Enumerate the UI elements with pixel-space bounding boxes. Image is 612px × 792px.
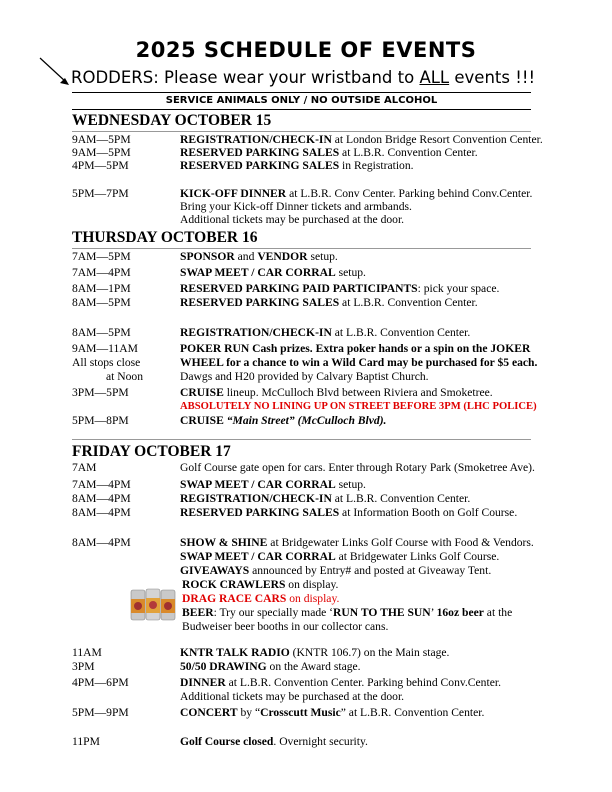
event-description-line: Additional tickets may be purchased at the door. (180, 690, 405, 703)
event-time: 4PM—6PM (72, 676, 129, 689)
event-description: POKER RUN Cash prizes. Extra poker hands or a spin on the JOKER (180, 342, 531, 355)
event-time: 8AM—1PM (72, 282, 131, 295)
divider (72, 439, 531, 440)
event-description-line: Dawgs and H20 provided by Calvary Baptist Church. (180, 370, 429, 383)
event-description-line: Budweiser beer booths in our collector cans. (182, 620, 389, 633)
event-time: 9AM—5PM (72, 133, 131, 146)
divider (72, 109, 531, 110)
event-description: SWAP MEET / CAR CORRAL setup. (180, 266, 366, 279)
police-warning: ABSOLUTELY NO LINING UP ON STREET BEFORE 3PM (LHC POLICE) (180, 401, 537, 412)
event-description: DINNER at L.B.R. Convention Center. Parking behind Conv.Center. (180, 676, 501, 689)
wristband-notice (71, 68, 611, 87)
event-time-note: at Noon (106, 370, 144, 383)
friday-heading: FRIDAY OCTOBER 17 (72, 443, 231, 460)
event-time: 8AM—4PM (72, 506, 131, 519)
event-description-line: WHEEL for a chance to win a Wild Card may be purchased for $5 each. (180, 356, 538, 369)
event-description: CRUISE “Main Street” (McCulloch Blvd). (180, 414, 387, 427)
beer-line: BEER: Try our specially made ‘RUN TO THE SUN’ 16oz beer at the (182, 606, 513, 619)
event-time: 7AM—5PM (72, 250, 131, 263)
divider (72, 92, 531, 93)
event-description: REGISTRATION/CHECK-IN at L.B.R. Convention Center. (180, 492, 471, 505)
event-description: KICK-OFF DINNER at L.B.R. Conv Center. Parking behind Conv.Center. (180, 187, 533, 200)
event-description: RESERVED PARKING SALES at Information Booth on Golf Course. (180, 506, 518, 519)
event-description: REGISTRATION/CHECK-IN at London Bridge Resort Convention Center. (180, 133, 543, 146)
event-time: 5PM—9PM (72, 706, 129, 719)
event-description-line: ROCK CRAWLERS on display. (182, 578, 339, 591)
event-time: 8AM—5PM (72, 296, 131, 309)
event-time: 8AM—4PM (72, 536, 131, 549)
event-description: Golf Course gate open for cars. Enter through Rotary Park (Smoketree Ave). (180, 461, 535, 474)
wristband-notice-suffix: events !!! (449, 68, 536, 87)
event-description: RESERVED PARKING SALES in Registration. (180, 159, 414, 172)
event-description: REGISTRATION/CHECK-IN at L.B.R. Convention Center. (180, 326, 471, 339)
event-description: 50/50 DRAWING on the Award stage. (180, 660, 361, 673)
event-description: CRUISE lineup. McCulloch Blvd between Riviera and Smoketree. (180, 386, 493, 399)
event-description: SPONSOR and VENDOR setup. (180, 250, 338, 263)
divider (72, 248, 531, 249)
event-description: Golf Course closed. Overnight security. (180, 735, 368, 748)
event-time: 8AM—4PM (72, 492, 131, 505)
event-description: RESERVED PARKING PAID PARTICIPANTS: pick your space. (180, 282, 500, 295)
divider (72, 131, 531, 132)
event-description: CONCERT by “Crosscutt Music” at L.B.R. Convention Center. (180, 706, 485, 719)
wristband-notice-all: ALL (419, 68, 450, 87)
event-description-line: SWAP MEET / CAR CORRAL at Bridgewater Links Golf Course. (180, 550, 500, 563)
event-time: 4PM—5PM (72, 159, 129, 172)
thursday-heading: THURSDAY OCTOBER 16 (72, 229, 258, 246)
event-description: KNTR TALK RADIO (KNTR 106.7) on the Main stage. (180, 646, 450, 659)
wednesday-heading: WEDNESDAY OCTOBER 15 (72, 112, 272, 129)
beer-cans-icon (128, 587, 178, 623)
event-time: 9AM—11AM (72, 342, 138, 355)
event-time: 11AM (72, 646, 102, 659)
event-description: SHOW & SHINE at Bridgewater Links Golf Course with Food & Vendors. (180, 536, 534, 549)
page-title: 2025 SCHEDULE OF EVENTS (135, 38, 477, 62)
event-time: 5PM—7PM (72, 187, 129, 200)
service-animals-notice: SERVICE ANIMALS ONLY / NO OUTSIDE ALCOHOL (165, 95, 438, 106)
event-time: 7AM—4PM (72, 478, 131, 491)
event-description: RESERVED PARKING SALES at L.B.R. Convention Center. (180, 146, 478, 159)
event-time: 5PM—8PM (72, 414, 129, 427)
drag-race-line: DRAG RACE CARS on display. (182, 592, 340, 605)
event-description-line: Bring your Kick-off Dinner tickets and armbands. (180, 200, 412, 213)
event-time: 3PM—5PM (72, 386, 129, 399)
event-time: 3PM (72, 660, 95, 673)
event-time: 11PM (72, 735, 100, 748)
event-description: SWAP MEET / CAR CORRAL setup. (180, 478, 366, 491)
wristband-notice-prefix: RODDERS: Please wear your wristband to (71, 68, 420, 87)
event-description-line: Additional tickets may be purchased at the door. (180, 213, 405, 226)
event-description: RESERVED PARKING SALES at L.B.R. Convention Center. (180, 296, 478, 309)
arrow-icon (38, 56, 72, 88)
event-time: 8AM—5PM (72, 326, 131, 339)
event-time: 9AM—5PM (72, 146, 131, 159)
event-time: 7AM—4PM (72, 266, 131, 279)
event-time-note: All stops close (72, 356, 141, 369)
event-description-line: GIVEAWAYS announced by Entry# and posted at Giveaway Tent. (180, 564, 492, 577)
event-time: 7AM (72, 461, 97, 474)
